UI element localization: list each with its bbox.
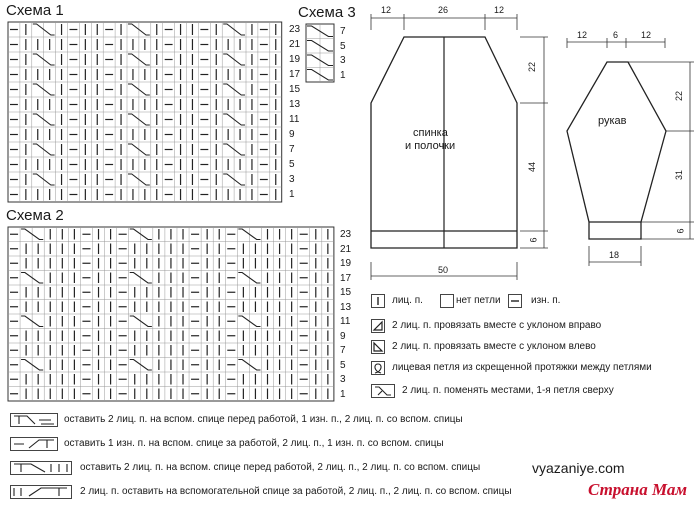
row-number: 9 (289, 129, 295, 140)
legend-knit-symbol (371, 294, 385, 308)
body-dim-side: 44 (527, 161, 538, 173)
row-number: 3 (289, 174, 295, 185)
legend-purl-text: изн. п. (531, 295, 561, 306)
legend-cable4-text: 2 лиц. п. оставить на вспомогательной спице за работой, 2 лиц. п., 2 лиц. п. со вспом. спицы (80, 486, 512, 497)
row-number: 23 (340, 229, 352, 240)
row-number: 5 (340, 40, 346, 52)
watermark-logo: Страна Мам (588, 480, 688, 499)
body-dim-width: 50 (438, 265, 449, 275)
legend-swap-symbol (371, 384, 395, 398)
legend-no-stitch-text: нет петли (456, 295, 501, 306)
sleeve-dim-length: 31 (674, 169, 685, 181)
legend-cable2-symbol (10, 437, 58, 451)
row-number: 13 (340, 301, 352, 313)
legend-twisted-symbol (371, 361, 385, 375)
row-number: 7 (289, 144, 295, 155)
site-url: vyazaniye.com (532, 460, 625, 476)
row-number: 23 (289, 24, 301, 35)
row-number: 15 (340, 287, 352, 298)
legend-k2tog-left-text: 2 лиц. п. провязать вместе с уклоном влево (392, 341, 596, 352)
body-label-line2: и полочки (405, 140, 456, 152)
body-dim-top-right: 12 (494, 5, 505, 15)
row-number: 1 (340, 388, 346, 400)
body-dim-top-left: 12 (381, 5, 392, 15)
row-number: 5 (289, 159, 295, 170)
swap-stitches-icon (372, 385, 394, 397)
row-number: 11 (289, 114, 300, 125)
row-number: 7 (340, 345, 346, 356)
body-dim-rib: 6 (528, 237, 539, 243)
cable-2-2-back-icon (11, 486, 71, 498)
purl-stitch-icon (509, 295, 521, 307)
legend-twisted-text: лицевая петля из скрещенной протяжки между петлями (392, 362, 652, 373)
sleeve-dim-top-left: 12 (577, 30, 588, 40)
legend-cable3-symbol (10, 461, 72, 475)
cable-2-2-front-icon (11, 462, 71, 474)
sleeve-dim-width: 18 (609, 250, 620, 260)
row-number: 7 (340, 26, 346, 37)
row-number: 11 (340, 316, 351, 327)
body-label-line1: спинка (413, 127, 448, 139)
body-dim-top-mid: 26 (438, 5, 449, 15)
legend-k2tog-right-symbol (371, 319, 385, 333)
legend-k2tog-left-symbol (371, 340, 385, 354)
sleeve-label: рукав (598, 115, 627, 127)
legend-no-stitch-symbol (440, 294, 454, 308)
row-number: 3 (340, 55, 346, 66)
legend-purl-symbol (508, 294, 522, 308)
decrease-right-icon (372, 320, 384, 332)
legend-cable1-text: оставить 2 лиц. п. на вспом. спице перед работой, 1 изн. п., 2 лиц. п. со вспом. спицы (64, 414, 463, 425)
scheme-2-title: Схема 2 (6, 207, 64, 224)
row-number: 1 (289, 189, 295, 200)
row-number: 21 (289, 39, 301, 50)
row-number: 21 (340, 243, 352, 255)
decrease-left-icon (372, 341, 384, 353)
row-number: 13 (289, 99, 301, 110)
body-dim-armhole: 22 (527, 61, 538, 73)
legend-cable3-text: оставить 2 лиц. п. на вспом. спице перед работой, 2 лиц. п., 2 лиц. п. со вспом. спицы (80, 462, 481, 473)
twisted-stitch-icon (372, 362, 384, 374)
row-number: 17 (340, 272, 352, 284)
sleeve-dim-cap: 22 (674, 90, 685, 102)
legend-cable4-symbol (10, 485, 72, 499)
row-number: 5 (340, 359, 346, 371)
sleeve-dim-rib: 6 (675, 228, 686, 234)
row-number: 17 (289, 69, 301, 80)
knit-stitch-icon (372, 295, 384, 307)
row-number: 15 (289, 84, 301, 95)
cable-1-2-back-icon (11, 438, 57, 450)
sleeve-dim-top-right: 12 (641, 30, 652, 40)
row-number: 3 (340, 374, 346, 385)
scheme-3-title: Схема 3 (298, 4, 356, 21)
legend-cable1-symbol (10, 413, 58, 427)
legend-swap-text: 2 лиц. п. поменять местами, 1-я петля сверху (402, 385, 614, 396)
row-number: 9 (340, 330, 346, 342)
row-number: 1 (340, 69, 346, 81)
legend-cable2-text: оставить 1 изн. п. на вспом. спице за работой, 2 лиц. п., 1 изн. п. со вспом. спицы (64, 438, 444, 449)
row-number: 19 (340, 258, 352, 269)
legend-k2tog-right-text: 2 лиц. п. провязать вместе с уклоном вправо (392, 320, 602, 331)
row-number: 19 (289, 54, 301, 65)
scheme-1-title: Схема 1 (6, 2, 64, 19)
legend-knit-text: лиц. п. (392, 295, 423, 306)
cable-2-1-front-icon (11, 414, 57, 426)
sleeve-dim-top-mid: 6 (613, 30, 619, 40)
